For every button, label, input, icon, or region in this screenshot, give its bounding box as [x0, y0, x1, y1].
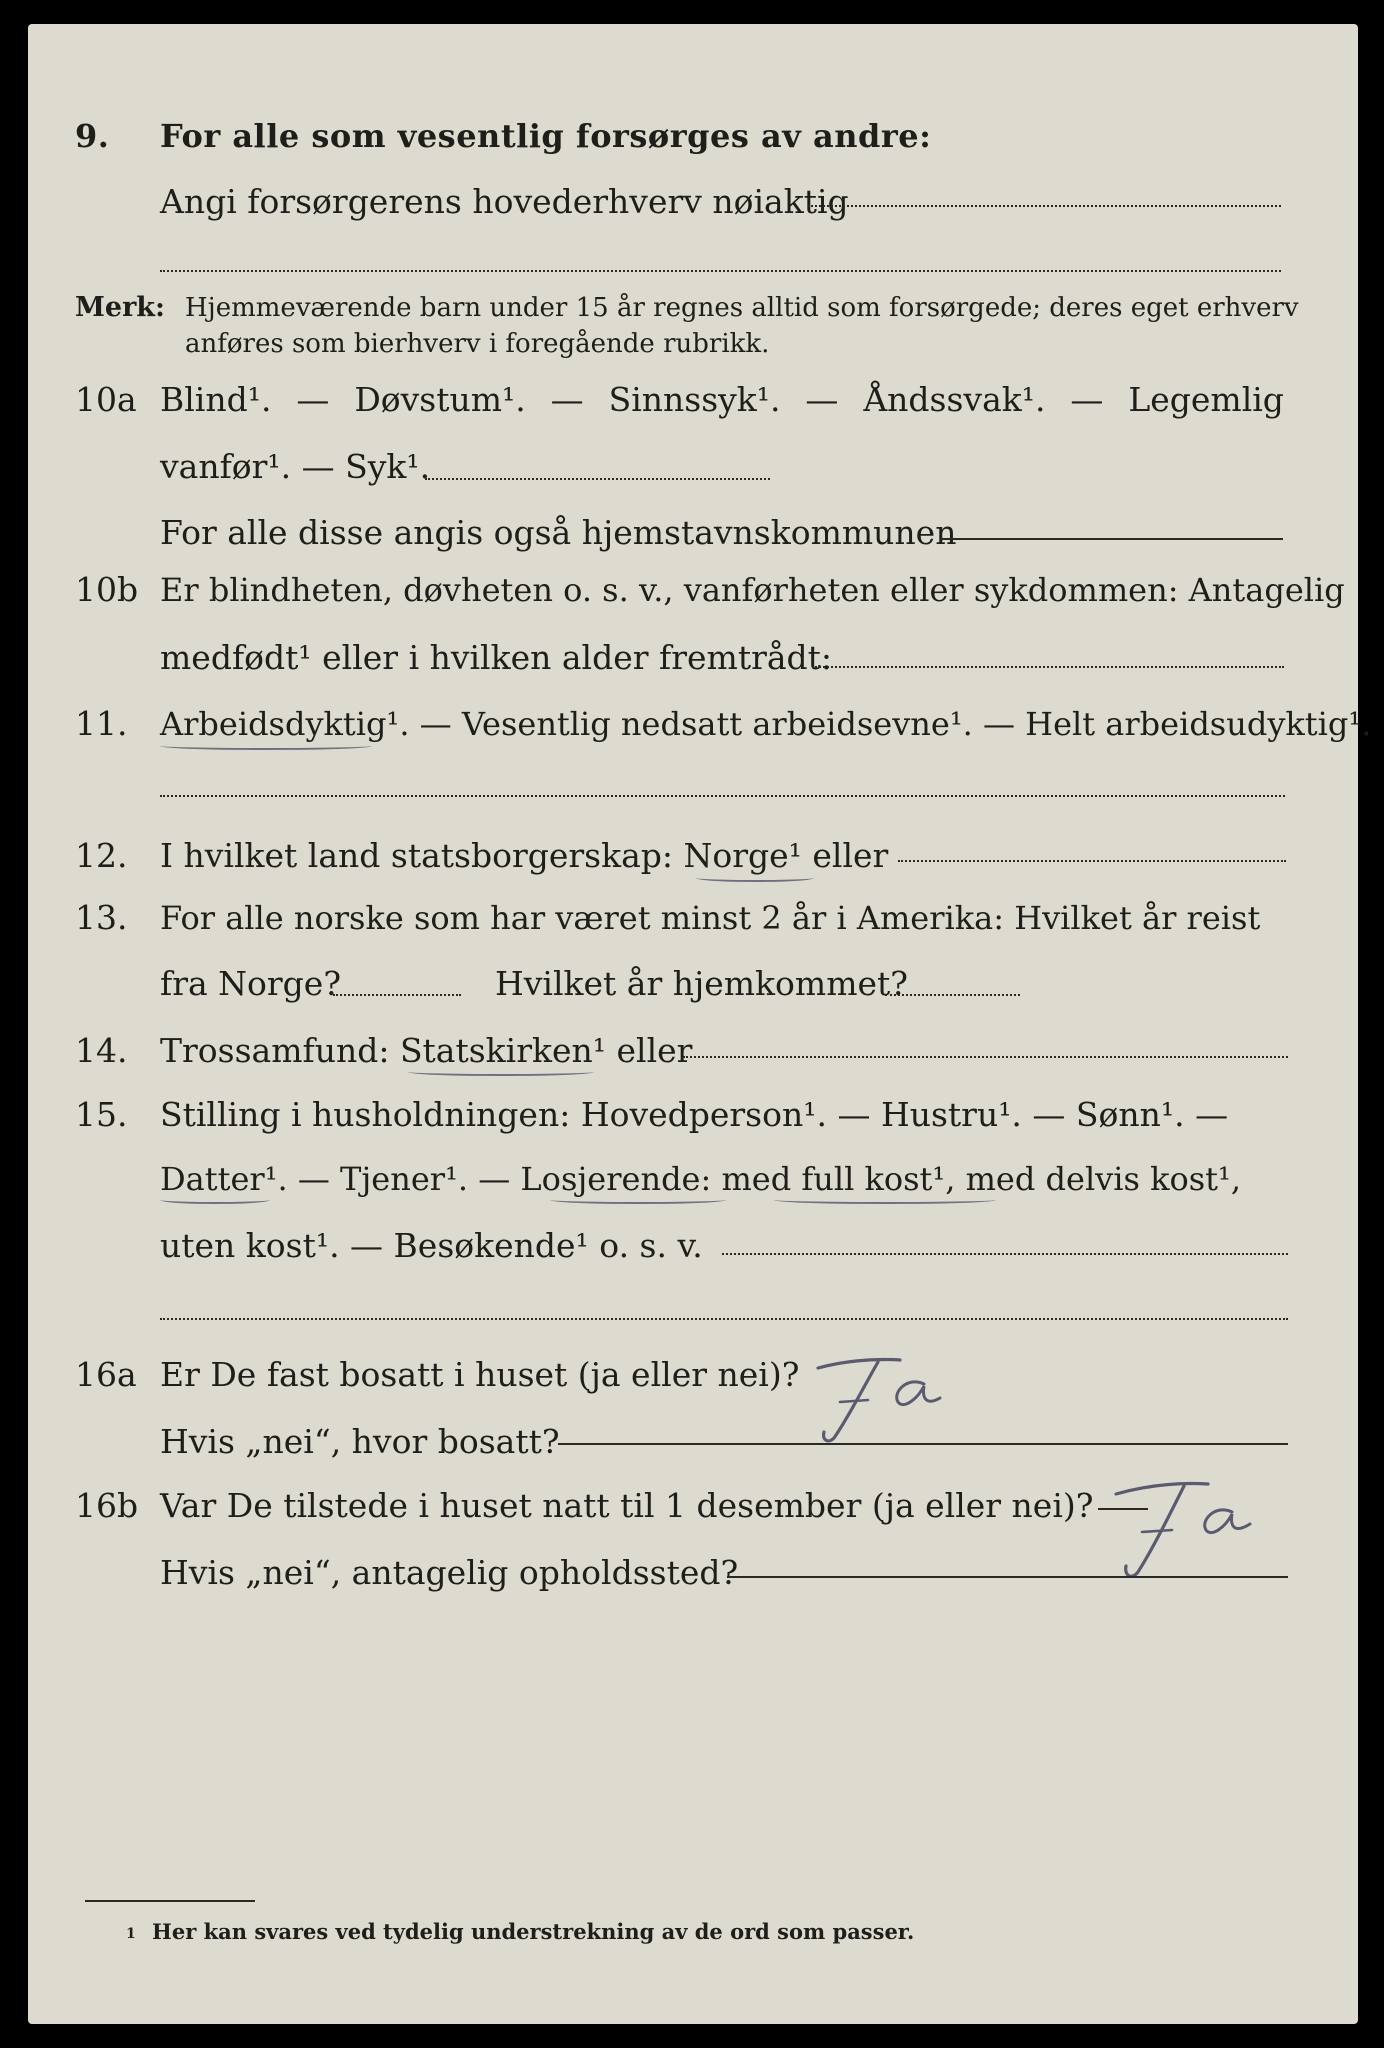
question-text: For alle disse angis også hjemstavnskommunen: [160, 513, 957, 552]
question-text: vanfør¹. — Syk¹.: [160, 447, 431, 486]
question-text: I hvilket land statsborgerskap: Norge¹ eller: [160, 836, 889, 875]
dash: —: [550, 380, 584, 419]
answer-line: [722, 1253, 1288, 1255]
note-text: Hjemmeværende barn under 15 år regnes alltid som forsørgede; deres eget erhverv: [185, 293, 1299, 323]
answer-line: [425, 478, 770, 480]
footnote-text: Her kan svares ved tydelig understrekning av de ord som passer.: [152, 1919, 915, 1944]
question-text: Er blindheten, døvheten o. s. v., vanførheten eller sykdommen: Antagelig: [160, 571, 1345, 609]
answer-line: [333, 994, 461, 996]
answer-line: [160, 270, 1281, 272]
handwritten-underline: [160, 742, 372, 750]
option-legemlig: Legemlig: [1128, 380, 1284, 419]
question-text: Stilling i husholdningen: Hovedperson¹. — Hustru¹. — Sønn¹. —: [160, 1095, 1229, 1134]
question-text: Datter¹. — Tjener¹. — Losjerende: med full kost¹, med delvis kost¹,: [160, 1160, 1242, 1198]
question-text: Angi forsørgerens hovederhverv nøiaktig: [160, 182, 849, 221]
question-text: Hvis „nei“, antagelig opholdssted?: [160, 1553, 739, 1592]
answer-line: [160, 1318, 1288, 1320]
question-number: 16a: [75, 1355, 137, 1394]
answer-line: [808, 205, 1281, 207]
answer-line: [812, 666, 1284, 668]
note-label: Merk:: [75, 292, 165, 323]
question-number: 16b: [75, 1486, 139, 1525]
dash: —: [296, 380, 330, 419]
question-text: fra Norge?: [160, 964, 342, 1003]
question-text: For alle norske som har været minst 2 år i Amerika: Hvilket år reist: [160, 899, 1261, 937]
answer-line: [727, 1576, 1288, 1578]
handwritten-underline: [550, 1196, 726, 1204]
handwritten-underline: [408, 1068, 594, 1076]
handwritten-underline: [774, 1196, 996, 1204]
option-andssvak: Åndssvak¹.: [863, 380, 1046, 419]
question-text: Hvilket år hjemkommet?: [495, 964, 908, 1003]
question-text: uten kost¹. — Besøkende¹ o. s. v.: [160, 1226, 703, 1265]
answer-line: [885, 994, 1020, 996]
answer-line: [1098, 1508, 1148, 1510]
question-number: 15.: [75, 1095, 128, 1134]
option-dovstum: Døvstum¹.: [354, 380, 526, 419]
question-number: 9.: [75, 117, 110, 155]
question-number: 10a: [75, 380, 137, 419]
question-number: 14.: [75, 1031, 128, 1070]
handwritten-answer-16b: [1090, 1462, 1265, 1587]
question-number: 10b: [75, 570, 139, 609]
question-text: Var De tilstede i huset natt til 1 desember (ja eller nei)?: [160, 1486, 1094, 1525]
footnote-mark: 1: [126, 1926, 136, 1942]
question-number: 11.: [75, 704, 128, 743]
question-text: Arbeidsdyktig¹. — Vesentlig nedsatt arbeidsevne¹. — Helt arbeidsudyktig¹.: [160, 705, 1372, 743]
handwritten-underline: [696, 874, 814, 882]
option-blind: Blind¹.: [160, 380, 272, 419]
question-text: Er De fast bosatt i huset (ja eller nei)?: [160, 1355, 800, 1394]
question-text: Trossamfund: Statskirken¹ eller: [160, 1031, 693, 1070]
question-title: For alle som vesentlig forsørges av andre:: [160, 117, 932, 155]
answer-line: [160, 795, 1285, 797]
question-text: [160, 378, 1284, 422]
answer-line: [898, 860, 1286, 862]
handwritten-answer-16a: [800, 1340, 960, 1450]
footnote-rule: [85, 1900, 255, 1902]
question-text: Hvis „nei“, hvor bosatt?: [160, 1422, 560, 1461]
answer-line: [683, 1056, 1288, 1058]
dash: —: [1070, 380, 1104, 419]
option-sinnssyk: Sinnssyk¹.: [608, 380, 781, 419]
answer-line: [558, 1443, 1288, 1445]
handwritten-underline: [160, 1196, 270, 1204]
note-text: anføres som bierhverv i foregående rubrikk.: [185, 329, 770, 359]
question-number: 13.: [75, 898, 128, 937]
dash: —: [805, 380, 839, 419]
answer-line: [940, 538, 1283, 540]
question-number: 12.: [75, 836, 128, 875]
question-text: medfødt¹ eller i hvilken alder fremtrådt:: [160, 638, 833, 677]
